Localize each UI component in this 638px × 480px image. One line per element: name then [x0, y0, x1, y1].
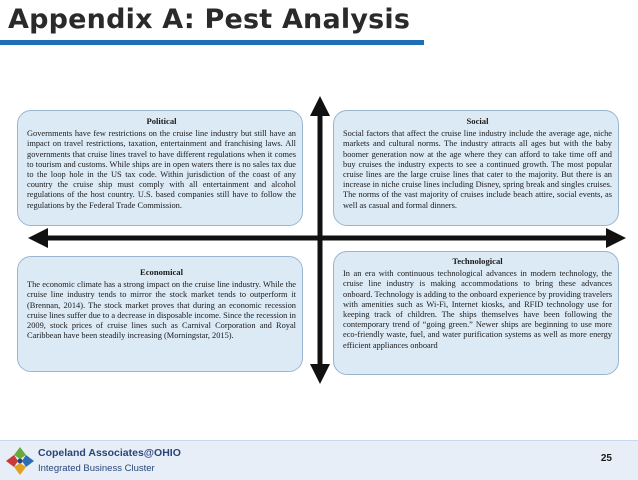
social-box: [333, 110, 619, 226]
political-box: [17, 110, 303, 226]
org-subtitle: Integrated Business Cluster: [38, 463, 155, 474]
technological-box: [333, 251, 619, 375]
slide-title: Appendix A: Pest Analysis: [8, 4, 411, 35]
copeland-logo-icon: [4, 445, 36, 477]
technological-heading: Technological: [452, 256, 503, 266]
social-text: Social factors that affect the cruise line industry include the average age, niche markets and cultural norms. The industry attracts all ages but with the baby boomer generation now at the age where they can afford to take time off and buy cruises the industry expects to see a continued growth. The most popular cruise lines are the large cruise lines that cater to the majority. But there is an increase in niche cruise lines including Disney, spring break and singles cruises. The norms of the vast majority of cruises include beach attire, social events, as well as casual and formal dinners.: [343, 129, 612, 210]
political-text: Governments have few restrictions on the cruise line industry but still have an impact on travel restrictions, taxation, entertainment and franchising laws. All governments that cruise lines travel to have different regulations when it comes to tourism and customs. While ships are in open waters there is no sales tax due to the loop hole in the US tax code. Within jurisdiction of the coast of any country the cruise ship must comply with all entertainment and alcohol regulations of the host country. U.S. based companies still have to follow the regulations by the Federal Trade Commission.: [27, 129, 296, 210]
economical-heading: Economical: [140, 267, 183, 277]
economical-box: [17, 256, 303, 372]
economical-text: The economic climate has a strong impact on the cruise line industry. While the cruise line industry tends to mirror the stock market tends to outperform it (Brennan, 2014). The stock market proves that during an economic recession cruise lines suffer due to a decrease in disposable income. Since the recession in 2009, stock prices of cruise lines such as Carnival Corporation and Royal Caribbean have been steadily increasing (Morningstar, 2015).: [27, 280, 296, 341]
social-heading: Social: [466, 116, 489, 126]
technological-text: In an era with continuous technological advances in modern technology, the cruise line industry is making accommodations to bring these advances onboard. Technology is adding to the onboard experience by providing travelers with amenities such as Wi-Fi, Internet kiosks, and RFID technology use for keeping track of children. The ships themselves have been following the contemporary trend of “going green.” Newer ships are beginning to use more eco-friendly waste, fuel, and water purification systems as well as more energy efficient appliances onboard: [343, 269, 612, 350]
slide-footer: [0, 440, 638, 480]
political-heading: Political: [146, 116, 177, 126]
org-name: Copeland Associates@OHIO: [38, 447, 181, 459]
page-number: 25: [600, 453, 612, 464]
